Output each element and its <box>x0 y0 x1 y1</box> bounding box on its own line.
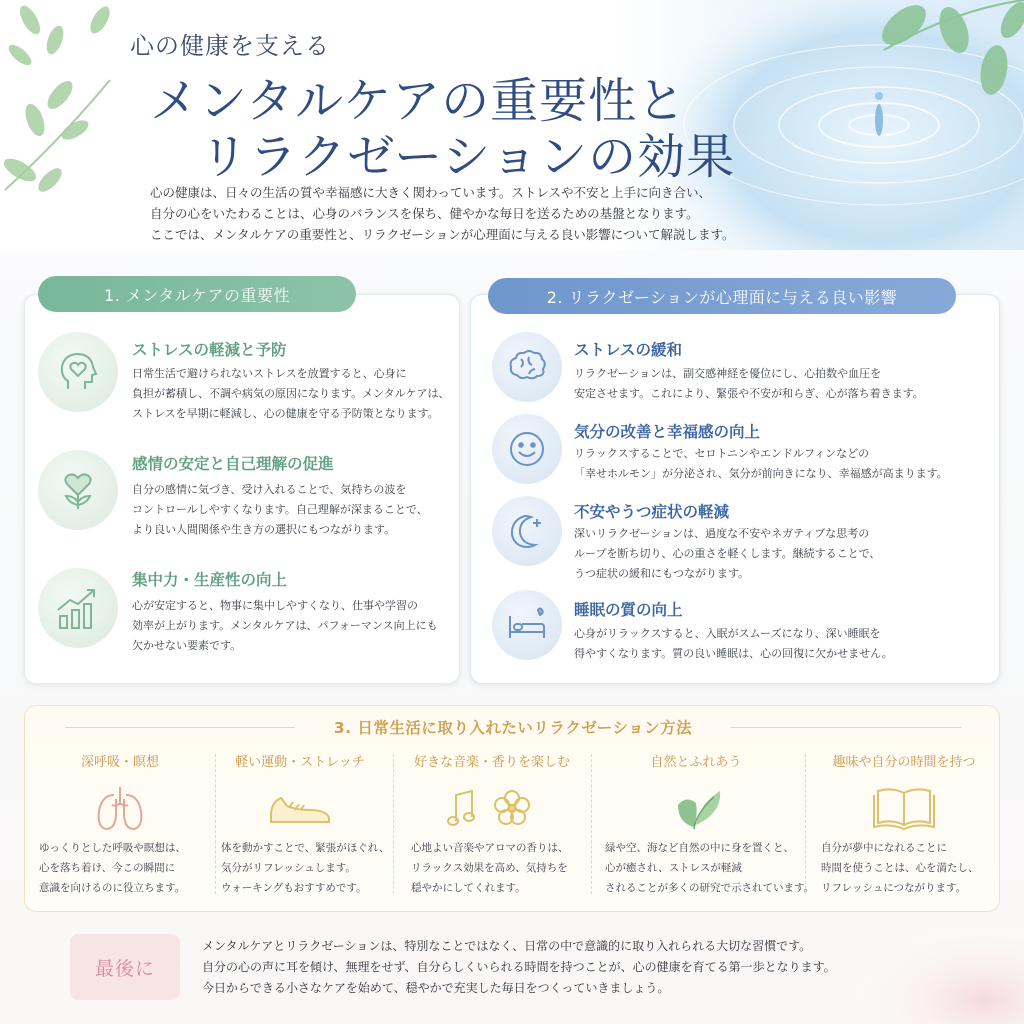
final-text <box>202 936 836 999</box>
method-column <box>807 746 1001 904</box>
body-line: 時間を使うことは、心を満たし、 <box>821 862 979 874</box>
section2-item-title: 気分の改善と幸福感の向上 <box>574 423 761 441</box>
body-line: されることが多くの研究で示されています。 <box>605 882 815 894</box>
method-title: 深呼吸・瞑想 <box>80 755 159 770</box>
body-line: 自分の感情に気づき、受け入れることで、気持ちの波を <box>132 483 407 496</box>
body-line: 安定させます。これにより、緊張や不安が和らぎ、心が落ち着きます。 <box>574 387 924 400</box>
section1-item-body <box>132 596 438 656</box>
body-line: 効率が上がります。メンタルケアは、パフォーマンス向上にも <box>132 619 438 632</box>
body-line: 心身がリラックスすると、入眠がスムーズになり、深い睡眠を <box>574 627 881 640</box>
section2-item-body <box>574 624 893 664</box>
section1-item-title: 感情の安定と自己理解の促進 <box>132 455 334 473</box>
final-line: 今日からできる小さなケアを始めて、穏やかで充実した毎日をつくっていきましょう。 <box>202 981 670 995</box>
body-line: リラクゼーションは、副交感神経を優位にし、心拍数や血圧を <box>574 367 882 380</box>
heart-flower-icon <box>38 450 118 530</box>
body-line: 深いリラクゼーションは、過度な不安やネガティブな思考の <box>574 527 870 540</box>
method-body <box>821 838 979 898</box>
section3-panel <box>24 705 1000 912</box>
body-line: 自分が夢中になれることに <box>821 842 947 854</box>
method-column <box>591 746 815 904</box>
intro-line: 自分の心をいたわることは、心身のバランスを保ち、健やかな毎日を送るための基盤となります。 <box>150 206 699 221</box>
pink-watercolor-decoration <box>824 904 1024 1024</box>
body-line: 心が安定すると、物事に集中しやすくなり、仕事や学習の <box>132 599 418 612</box>
body-line: コントロールしやすくなります。自己理解が深まることで、 <box>132 503 428 516</box>
body-line: 意識を向けるのに役立ちます。 <box>39 882 186 894</box>
final-line: メンタルケアとリラクゼーションは、特別なことではなく、日常の中で意識的に取り入れられる大切な習慣です。 <box>202 939 812 953</box>
body-line: うつ症状の緩和にもつながります。 <box>574 567 750 580</box>
page-title-line1: メンタルケアの重要性と <box>150 73 687 129</box>
leaf-decoration-left <box>0 0 130 200</box>
section1-item-body <box>132 480 428 540</box>
method-title: 好きな音楽・香りを楽しむ <box>413 755 570 770</box>
column-divider <box>805 754 806 894</box>
body-line: リラックスすることで、セロトニンやエンドルフィンなどの <box>574 447 870 460</box>
intro-line: ここでは、メンタルケアの重要性と、リラクゼーションが心理面に与える良い影響について解説します。 <box>150 227 735 242</box>
section2-item-title: ストレスの緩和 <box>574 341 683 359</box>
body-line: 体を動かすことで、緊張がほぐれ、 <box>221 842 390 854</box>
body-line: 「幸せホルモン」が分泌され、気分が前向きになり、幸福感が高まります。 <box>574 467 948 480</box>
final-label: 最後に <box>70 934 180 1000</box>
body-line: リフレッシュにつながります。 <box>821 882 967 894</box>
sneaker-icon <box>207 780 393 836</box>
method-body <box>39 838 186 898</box>
body-line: 得やすくなります。質の良い睡眠は、心の回復に欠かせません。 <box>574 647 893 660</box>
music-flower-icon <box>397 780 587 836</box>
body-line: ゆっくりとした呼吸や瞑想は、 <box>39 842 186 854</box>
section1-heading: 1. メンタルケアの重要性 <box>38 276 356 312</box>
section1-item-body <box>132 364 449 424</box>
section2-item-body <box>574 524 880 584</box>
bed-icon <box>492 590 562 660</box>
page-subtitle: 心の健康を支える <box>130 32 330 60</box>
body-line: 負担が蓄積し、不調や病気の原因になります。メンタルケアは、 <box>132 387 450 400</box>
section2-item-body <box>574 444 948 484</box>
body-line: ループを断ち切り、心の重さを軽くします。継続することで、 <box>574 547 881 560</box>
method-column <box>25 746 215 904</box>
body-line: 心が癒され、ストレスが軽減 <box>605 862 742 874</box>
growth-chart-icon <box>38 568 118 648</box>
body-line: 欠かせない要素です。 <box>132 639 242 652</box>
moon-icon <box>492 496 562 566</box>
body-line: リラックス効果を高め、気持ちを <box>411 862 568 874</box>
section2-item-title: 睡眠の質の向上 <box>574 601 683 619</box>
final-line: 自分の心の声に耳を傾け、無理をせず、自分らしくいられる時間を持つことが、心の健康を育てる第一歩となります。 <box>202 960 836 974</box>
section2-heading: 2. リラクゼーションが心理面に与える良い影響 <box>488 278 956 314</box>
method-body <box>605 838 814 898</box>
lungs-icon <box>25 780 215 836</box>
section3-heading: 3. 日常生活に取り入れたいリラクゼーション方法 <box>333 719 693 737</box>
section2-item-title: 不安やうつ症状の軽減 <box>574 503 730 521</box>
section1-item-title: ストレスの軽減と予防 <box>132 341 287 359</box>
section1-item-title: 集中力・生産性の向上 <box>132 571 288 589</box>
body-line: 日常生活で避けられないストレスを放置すると、心身に <box>132 367 407 380</box>
head-heart-icon <box>38 332 118 412</box>
book-icon <box>807 780 1001 836</box>
section2-item-body <box>574 364 924 404</box>
body-line: 心地よい音楽やアロマの香りは、 <box>411 842 569 854</box>
smile-icon <box>492 414 562 484</box>
brain-icon <box>492 332 562 402</box>
leaf-decoration-right <box>864 0 1024 120</box>
method-body <box>411 838 569 898</box>
body-line: ストレスを早期に軽減し、心の健康を守る予防策となります。 <box>132 407 439 420</box>
page-title-line2: リラクゼーションの効果 <box>200 129 736 185</box>
intro-line: 心の健康は、日々の生活の質や幸福感に大きく関わっています。ストレスや不安と上手に向き合い、 <box>150 185 712 200</box>
body-line: より良い人間関係や生き方の選択にもつながります。 <box>132 523 396 536</box>
body-line: 気分がリフレッシュします。 <box>221 862 356 874</box>
leaf-icon <box>591 780 801 836</box>
method-title: 軽い運動・ストレッチ <box>235 755 365 770</box>
intro-text <box>150 182 790 245</box>
body-line: 穏やかにしてくれます。 <box>411 882 526 894</box>
column-divider <box>393 754 394 894</box>
method-title: 自然とふれあう <box>650 755 742 770</box>
body-line: 心を落ち着け、今この瞬間に <box>39 862 176 874</box>
method-column <box>207 746 393 904</box>
body-line: 緑や空、海など自然の中に身を置くと、 <box>605 842 794 854</box>
method-column <box>397 746 587 904</box>
body-line: ウォーキングもおすすめです。 <box>221 882 367 894</box>
method-title: 趣味や自分の時間を持つ <box>832 755 976 770</box>
method-body <box>221 838 389 898</box>
